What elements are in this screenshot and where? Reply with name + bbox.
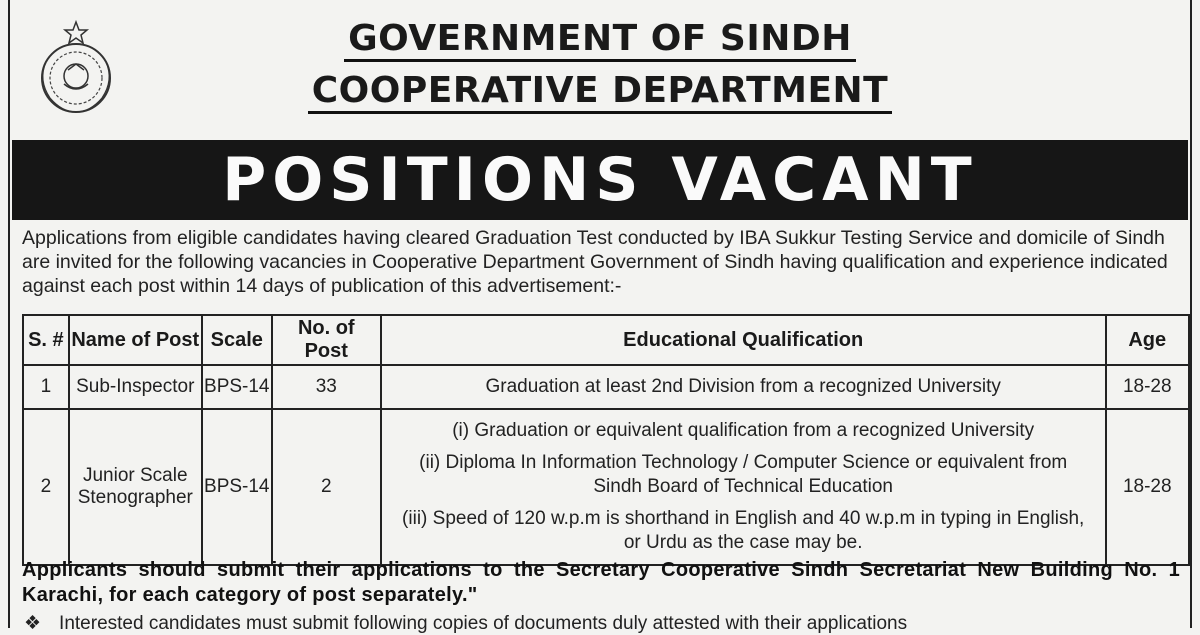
cell-count: 33 bbox=[272, 365, 381, 409]
cell-sno: 1 bbox=[23, 365, 69, 409]
header-post: Name of Post bbox=[69, 315, 202, 365]
cell-post: Junior Scale Stenographer bbox=[69, 409, 202, 565]
submission-instructions: Applicants should submit their applications to the Secretary Cooperative Sindh Secretariat New Building No. 1 Karachi, for each category of post separately." bbox=[22, 559, 1180, 606]
header-sno: S. # bbox=[23, 315, 69, 365]
table-row bbox=[23, 409, 1189, 565]
qualification-item: (i) Graduation or equivalent qualification from a recognized University bbox=[452, 420, 1035, 441]
qualification-item: (ii) Diploma In Information Technology / Computer Science or equivalent from Sindh Board of Technical Education bbox=[419, 452, 1068, 497]
advertisement-frame bbox=[8, 0, 1192, 634]
cell-age: 18-28 bbox=[1106, 365, 1190, 409]
government-title: GOVERNMENT OF SINDH bbox=[10, 18, 1190, 59]
cell-qualification: Graduation at least 2nd Division from a recognized University bbox=[381, 365, 1106, 409]
intro-paragraph: Applications from eligible candidates having cleared Graduation Test conducted by IBA Sukkur Testing Service and domicile of Sindh are invited for the following vacancies in Cooperative Department Government of Sindh having qualification and experience indicated against each post within 14 days of publication of this advertisement:- bbox=[22, 227, 1168, 297]
positions-vacant-banner: POSITIONS VACANT bbox=[12, 140, 1188, 220]
header-qualification: Educational Qualification bbox=[381, 315, 1106, 365]
header-scale: Scale bbox=[202, 315, 272, 365]
cell-scale: BPS-14 bbox=[202, 409, 272, 565]
department-title: COOPERATIVE DEPARTMENT bbox=[10, 70, 1190, 111]
header-count: No. of Post bbox=[272, 315, 381, 365]
cell-count: 2 bbox=[272, 409, 381, 565]
diamond-bullet-icon: ❖ bbox=[24, 613, 42, 634]
bullet-text: Interested candidates must submit following copies of documents duly attested with their applications bbox=[59, 613, 908, 634]
table-row bbox=[23, 365, 1189, 409]
document-requirements-item bbox=[24, 612, 907, 635]
header-age: Age bbox=[1106, 315, 1190, 365]
cell-scale: BPS-14 bbox=[202, 365, 272, 409]
table-header-row bbox=[23, 315, 1189, 365]
cell-qualification bbox=[381, 409, 1106, 565]
cell-age: 18-28 bbox=[1106, 409, 1190, 565]
qualification-item: (iii) Speed of 120 w.p.m is shorthand in English and 40 w.p.m in typing in English, or Urdu as the case may be. bbox=[402, 508, 1085, 553]
vacancies-table bbox=[22, 314, 1190, 566]
advertisement-header bbox=[10, 0, 1190, 138]
cell-post: Sub-Inspector bbox=[69, 365, 202, 409]
cell-sno: 2 bbox=[23, 409, 69, 565]
